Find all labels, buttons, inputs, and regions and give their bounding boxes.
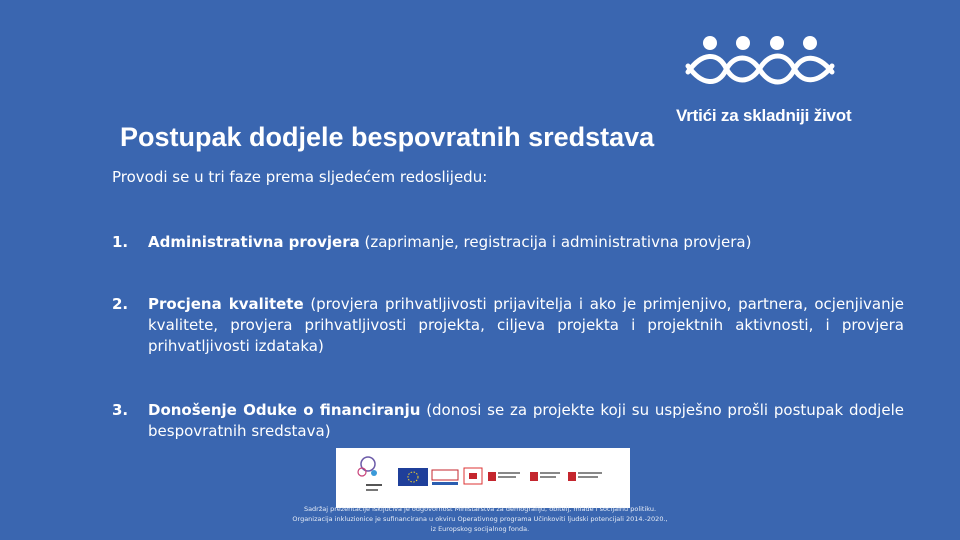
four-figures-logo-icon (680, 30, 842, 106)
logo-text: Vrtići za skladniji život (676, 106, 852, 125)
footer-line: Sadržaj prezentacije isključiva je odgovornost Ministarstva za demografiju, obitelj, mlade i socijalnu politiku. (303, 505, 657, 513)
phase-detail: (provjera prihvatljivosti prijavitelja i ako je primjenjivo, partnera, ocjenjivanje kvalitete, provjera prihvatljivosti projekta, ciljeva projekta i projektnih aktivnosti, i provjera prihvatljivosti izdataka) (148, 295, 904, 355)
phase-detail: (donosi se za projekte koji su uspješno prošli postupak dodjele bespovratnih sredstava) (148, 401, 904, 440)
phase-body (148, 400, 904, 442)
phase-item-3 (112, 400, 904, 442)
phase-body (148, 294, 904, 357)
partner-logos-strip (336, 448, 630, 508)
footer-line: iz Europskog socijalnog fonda. (430, 525, 530, 533)
phase-name: Procjena kvalitete (148, 295, 304, 313)
footer-line: Organizacija inkluzionice je sufinancirana u okviru Operativnog programa Učinkoviti ljudski potencijali 2014.-2020., (292, 515, 668, 523)
phase-number: 1. (112, 233, 129, 251)
phase-detail: (zaprimanje, registracija i administrativna provjera) (364, 233, 752, 251)
intro-text: Provodi se u tri faze prema sljedećem redoslijedu: (112, 168, 488, 186)
phase-item-2 (112, 294, 904, 357)
phase-name: Donošenje Oduke o financiranju (148, 401, 421, 419)
partner-logos-image (336, 448, 630, 508)
phase-number: 2. (112, 295, 129, 313)
phase-body (148, 232, 904, 253)
phase-number: 3. (112, 401, 129, 419)
phase-item-1 (112, 232, 904, 253)
organization-logo (676, 30, 852, 126)
page-title: Postupak dodjele bespovratnih sredstava (120, 122, 655, 152)
footer-disclaimer (282, 504, 678, 534)
phase-name: Administrativna provjera (148, 233, 360, 251)
